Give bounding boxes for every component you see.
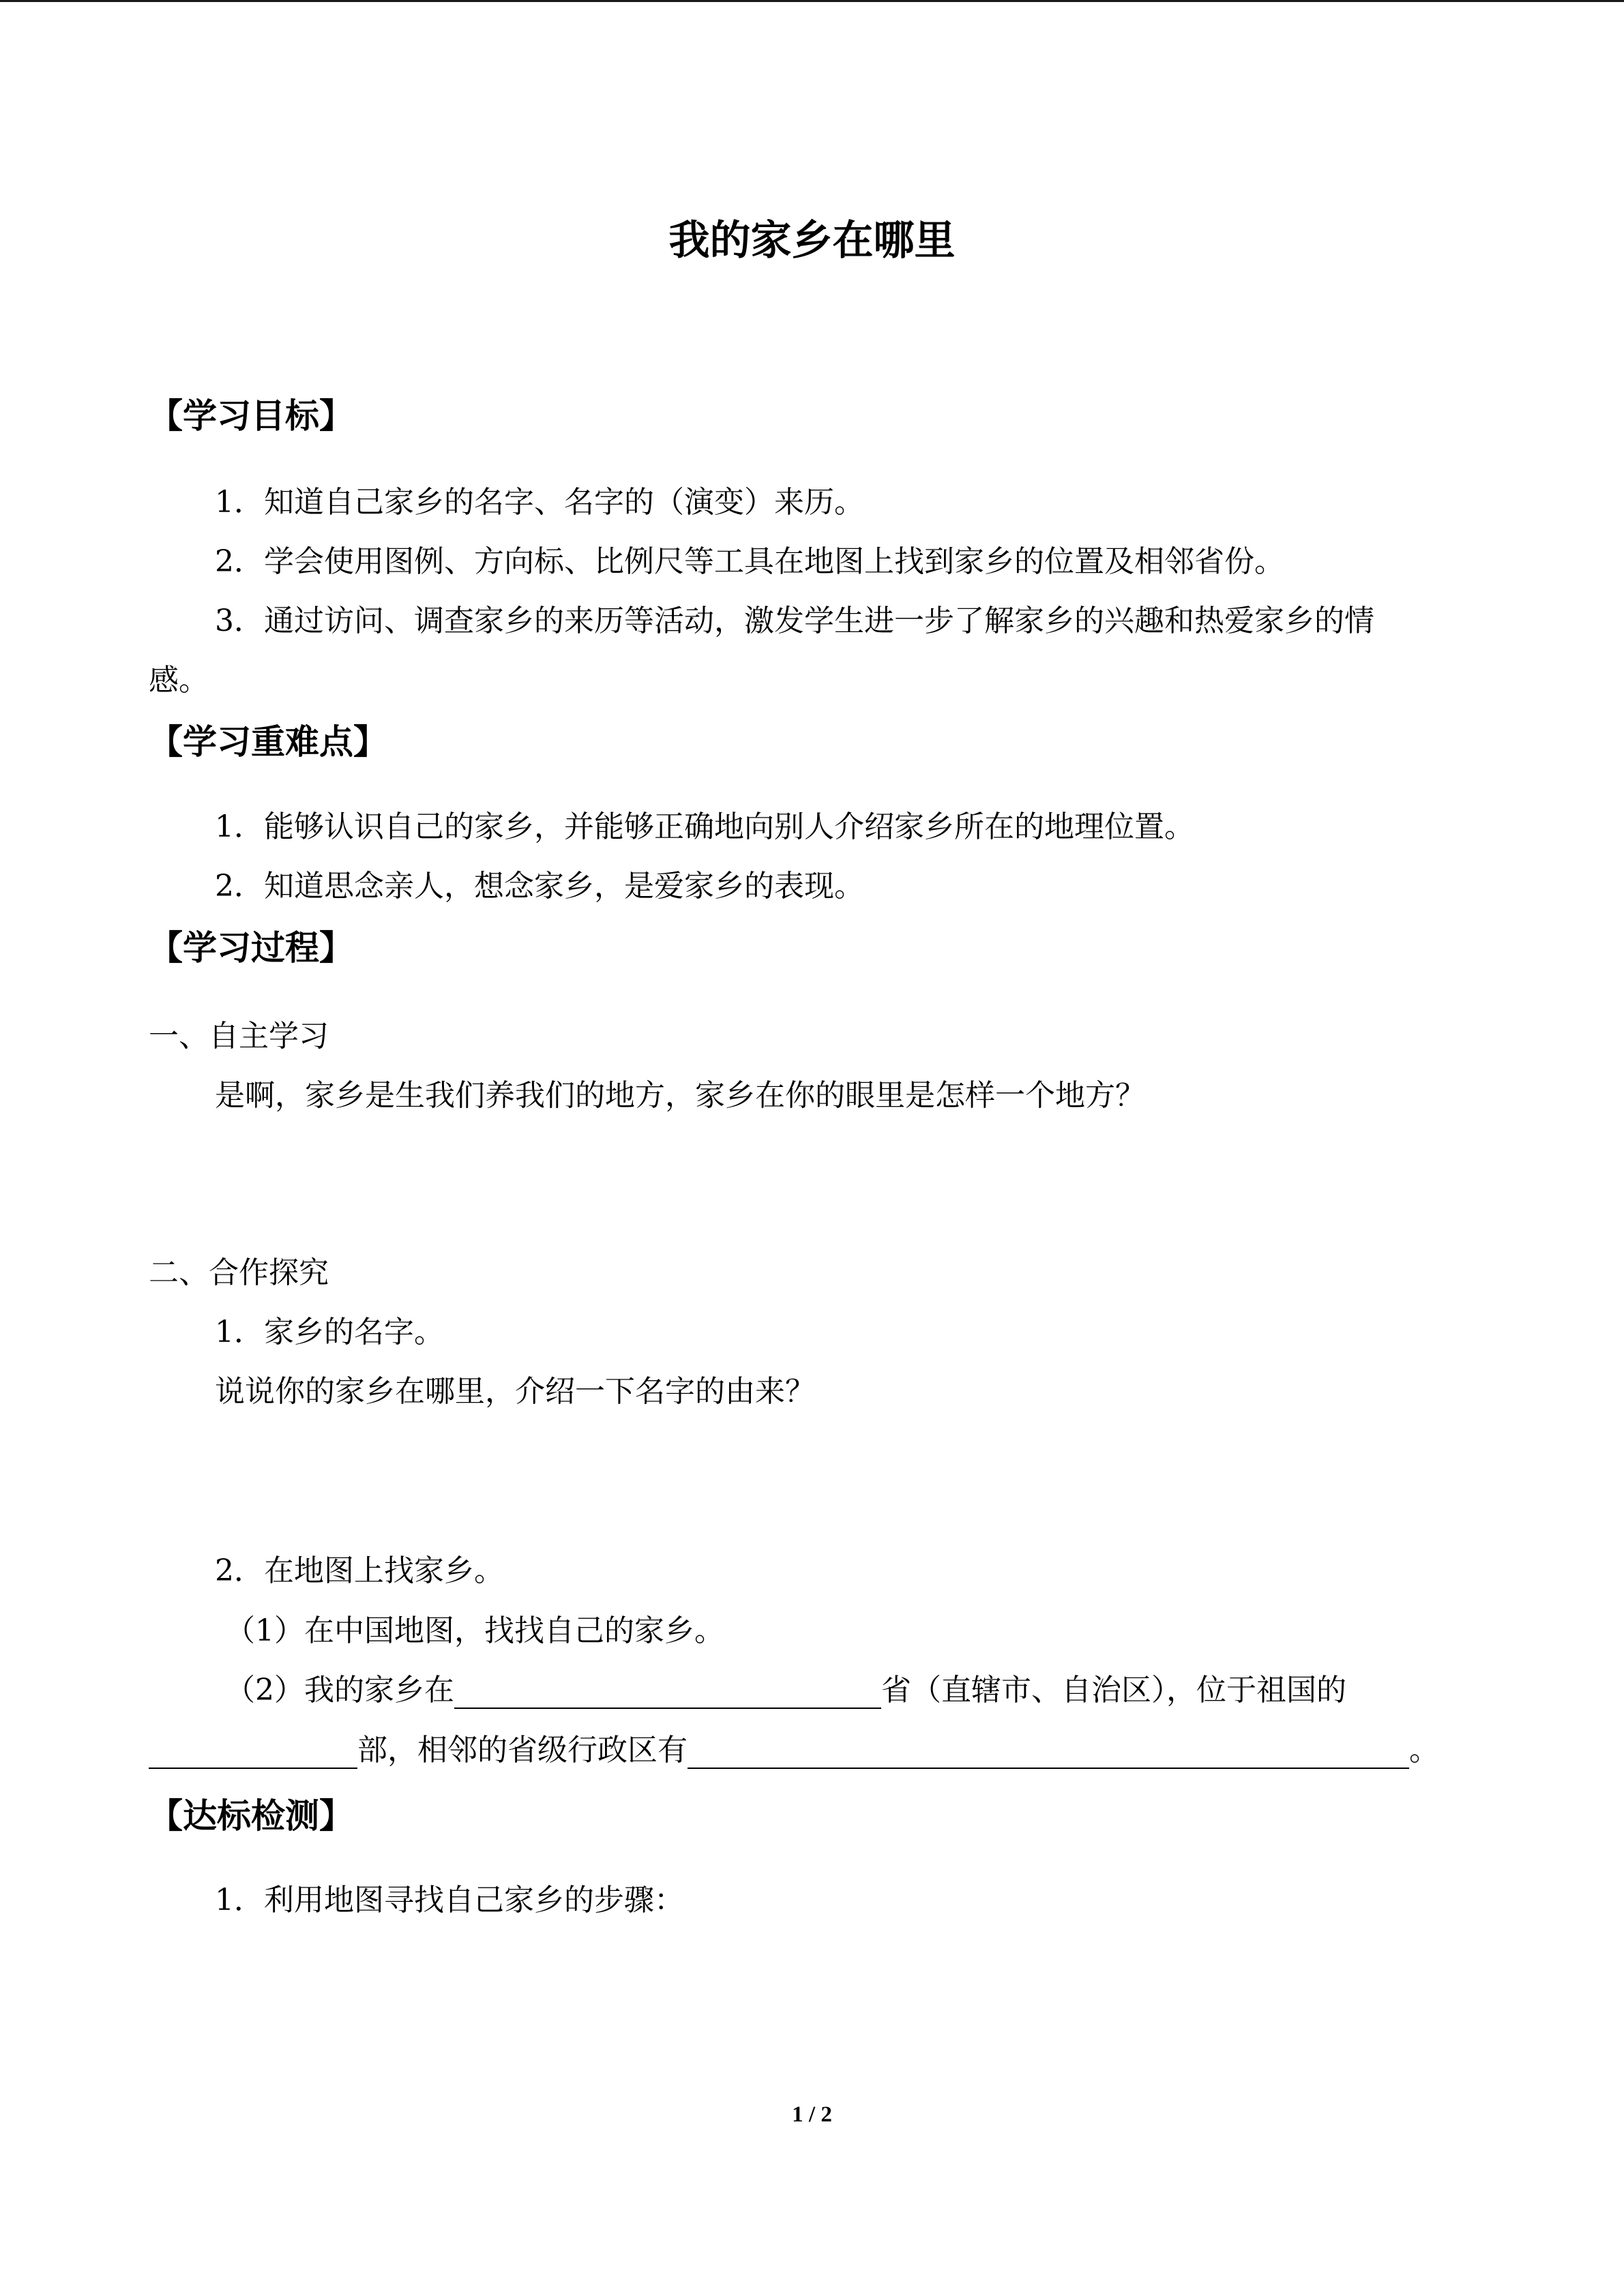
section-heading-key-points: 【学习重难点】 bbox=[149, 722, 387, 762]
key-point-item-2: 2．知道思念亲人，想念家乡，是爱家乡的表现。 bbox=[215, 869, 864, 904]
check-item-1: 1．利用地图寻找自己家乡的步骤： bbox=[215, 1883, 684, 1918]
item2-sub2-line1 bbox=[225, 1665, 1346, 1709]
section-heading-process: 【学习过程】 bbox=[149, 928, 353, 968]
part1-title: 一、自主学习 bbox=[149, 1019, 329, 1054]
item2-sub2-text-a: （2）我的家乡在 bbox=[225, 1673, 454, 1708]
part1-question: 是啊，家乡是生我们养我们的地方，家乡在你的眼里是怎样一个地方？ bbox=[215, 1078, 1145, 1113]
neighbor-provinces-blank[interactable] bbox=[688, 1733, 1409, 1769]
page-number: 1 / 2 bbox=[792, 2102, 832, 2127]
goal-item-2: 2．学会使用图例、方向标、比例尺等工具在地图上找到家乡的位置及相邻省份。 bbox=[215, 544, 1284, 579]
goal-item-3: 3．通过访问、调查家乡的来历等活动，激发学生进一步了解家乡的兴趣和热爱家乡的情 bbox=[215, 603, 1374, 638]
item2-sub2-text-d: 。 bbox=[1409, 1733, 1439, 1768]
page-title: 我的家乡在哪里 bbox=[668, 217, 956, 265]
item2-title: 2．在地图上找家乡。 bbox=[215, 1553, 504, 1588]
item2-sub2-line2 bbox=[149, 1725, 1439, 1769]
item2-sub2-text-c: 部，相邻的省级行政区有 bbox=[357, 1733, 688, 1768]
section-heading-check: 【达标检测】 bbox=[149, 1796, 353, 1836]
top-border-line bbox=[0, 0, 1624, 2]
item1-question: 说说你的家乡在哪里，介绍一下名字的由来？ bbox=[215, 1374, 815, 1409]
key-point-item-1: 1．能够认识自己的家乡，并能够正确地向别人介绍家乡所在的地理位置。 bbox=[215, 809, 1194, 844]
goal-item-3-continuation: 感。 bbox=[149, 663, 209, 698]
section-heading-goals: 【学习目标】 bbox=[149, 396, 353, 436]
part2-title: 二、合作探究 bbox=[149, 1255, 329, 1290]
region-direction-blank[interactable] bbox=[149, 1733, 357, 1769]
item2-sub2-text-b: 省（直辖市、自治区），位于祖国的 bbox=[881, 1673, 1346, 1708]
item1-title: 1．家乡的名字。 bbox=[215, 1315, 444, 1350]
hometown-province-blank[interactable] bbox=[454, 1673, 881, 1709]
goal-item-1: 1．知道自己家乡的名字、名字的（演变）来历。 bbox=[215, 485, 864, 520]
item2-sub1: （1）在中国地图，找找自己的家乡。 bbox=[225, 1613, 724, 1648]
